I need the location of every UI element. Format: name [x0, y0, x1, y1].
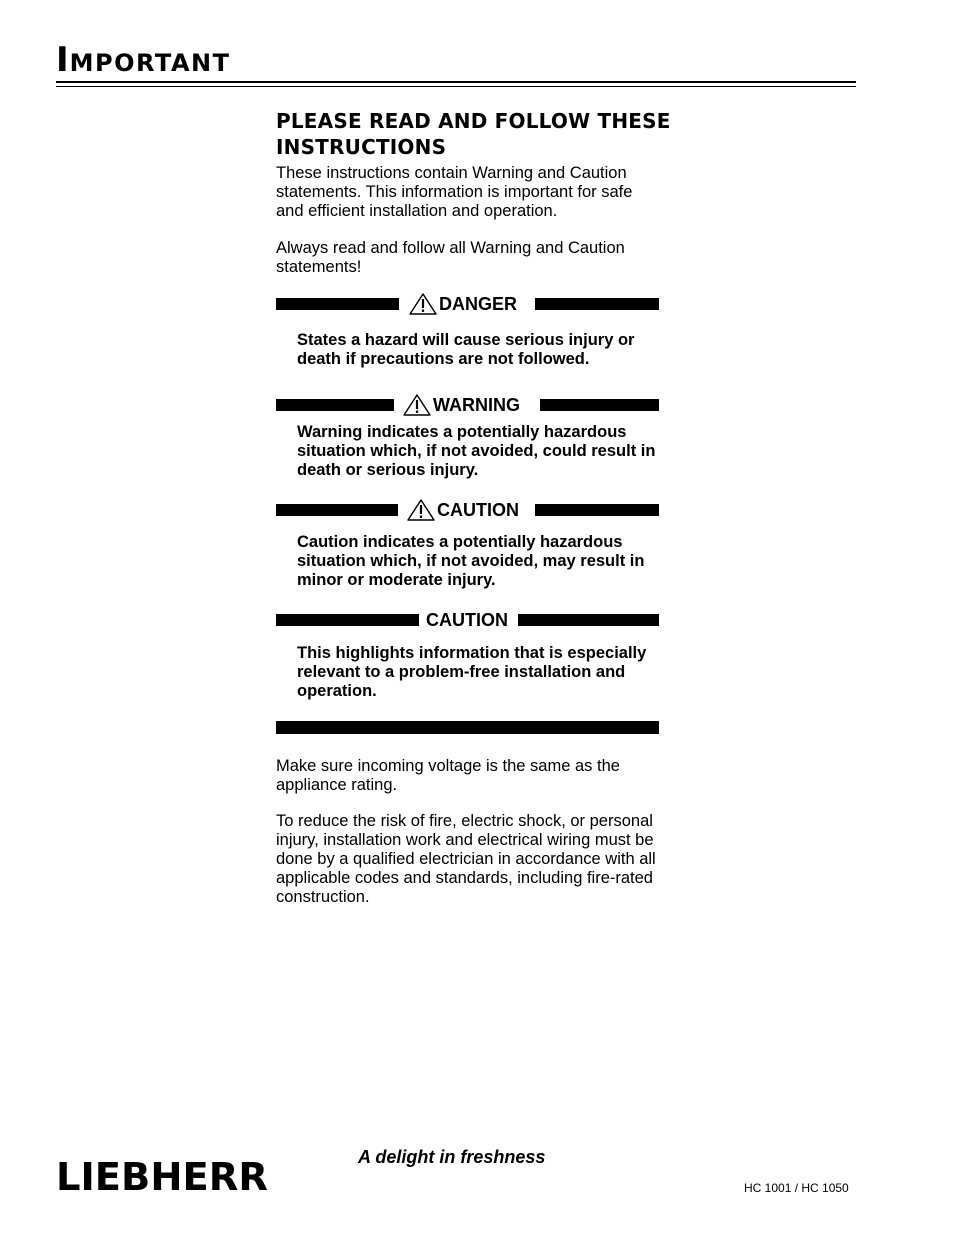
section-heading: PLEASE READ AND FOLLOW THESE INSTRUCTIONS: [276, 109, 671, 159]
danger-text: States a hazard will cause serious injury or death if precautions are not followed.: [297, 331, 635, 368]
page-title-rest: MPORTANT: [69, 49, 231, 77]
notice-text: This highlights information that is especially relevant to a problem-free installation and operation.: [297, 644, 647, 700]
logo-wordmark: LIEBHERR: [56, 1159, 268, 1193]
banner-bar: [535, 504, 659, 516]
warning-triangle-icon: [403, 394, 431, 416]
banner-bar: [276, 504, 398, 516]
danger-banner: [276, 293, 659, 315]
page-title: [56, 40, 230, 83]
header-rule-thin: [56, 86, 856, 87]
danger-label: DANGER: [439, 294, 518, 314]
tagline: A delight in freshness: [358, 1147, 546, 1167]
banner-bar: [540, 399, 659, 411]
caution-text: Caution indicates a potentially hazardous situation which, if not avoided, may result in minor or moderate injury.: [297, 533, 645, 589]
page-title-initial: I: [56, 40, 70, 80]
caution-banner: [276, 499, 659, 521]
banner-bar: [535, 298, 659, 310]
warning-banner: [276, 394, 659, 416]
warning-label: WARNING: [433, 395, 520, 415]
notice-banner: [276, 609, 659, 631]
intro-paragraph: These instructions contain Warning and Caution statements. This information is important for safe and efficient installation and operation.: [276, 164, 633, 220]
warning-triangle-icon: [409, 293, 437, 315]
banner-bar: [518, 614, 659, 626]
header-rule-thick: [56, 81, 856, 83]
caution-label: CAUTION: [437, 500, 519, 520]
risk-paragraph: To reduce the risk of fire, electric shock, or personal injury, installation work and electrical wiring must be done by a qualified electrician in accordance with all applicable codes and standards, including fire-rated construction.: [276, 812, 656, 906]
banner-bar: [276, 298, 399, 310]
notice-label: CAUTION: [426, 610, 508, 630]
banner-bar: [276, 399, 394, 411]
intro-paragraph: Always read and follow all Warning and Caution statements!: [276, 239, 625, 276]
warning-triangle-icon: [407, 499, 435, 521]
model-number: HC 1001 / HC 1050: [744, 1181, 849, 1195]
banner-bar: [276, 614, 419, 626]
section-end-bar: [276, 721, 659, 734]
liebherr-logo: [56, 1159, 270, 1198]
warning-text: Warning indicates a potentially hazardous situation which, if not avoided, could result in death or serious injury.: [297, 423, 656, 479]
voltage-paragraph: Make sure incoming voltage is the same as the appliance rating.: [276, 757, 620, 794]
